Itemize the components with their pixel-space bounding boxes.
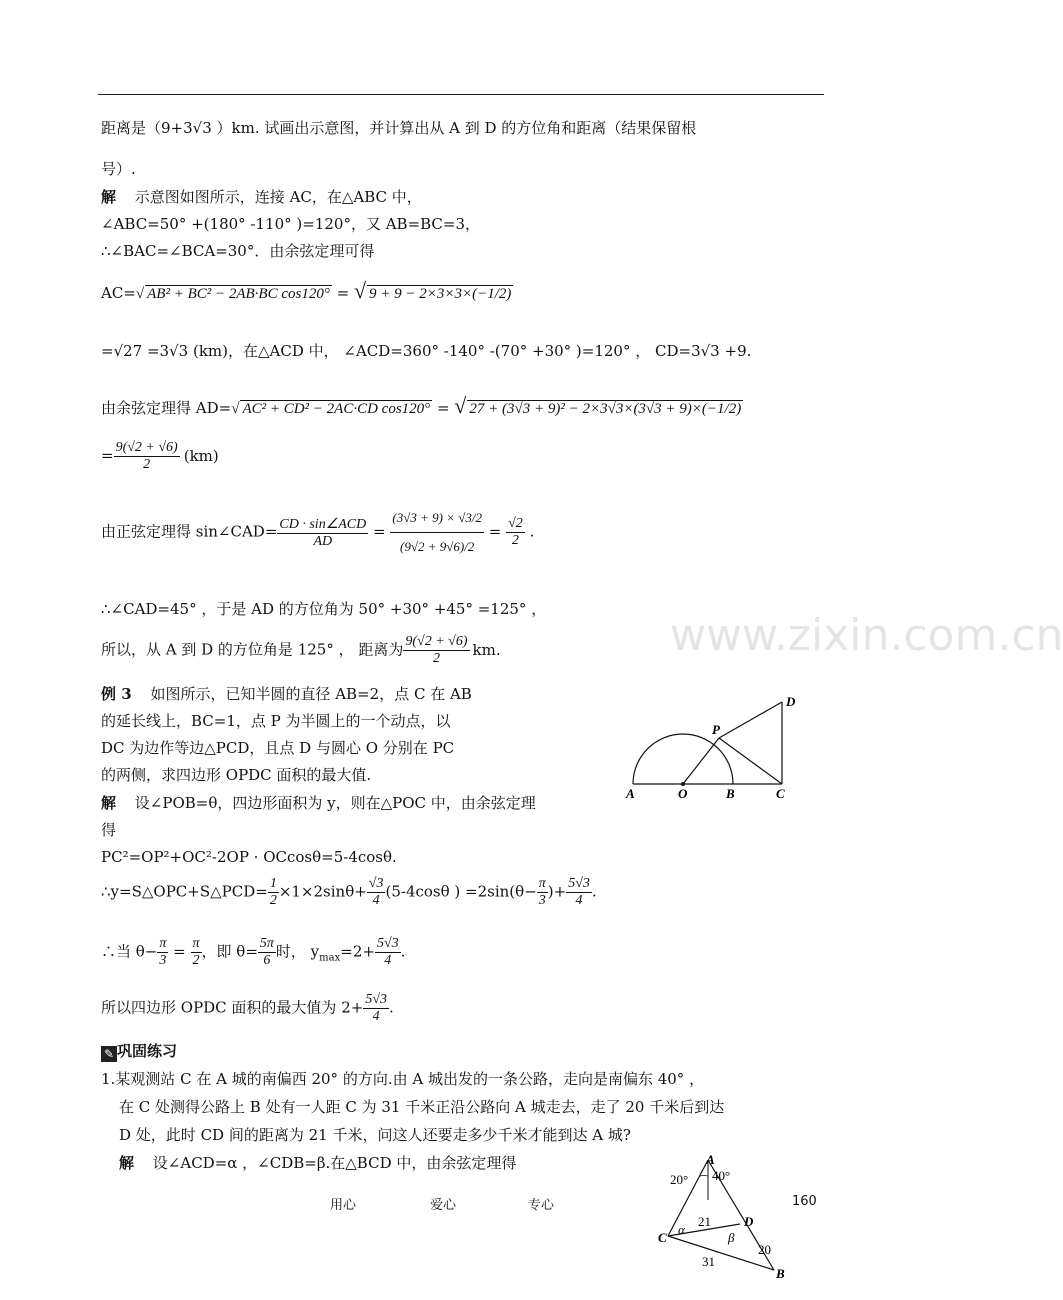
fraction [363,992,389,1025]
line-pd [719,702,782,738]
text-span: = [331,284,354,302]
length-db-label: 20 [758,1242,771,1257]
fraction [566,876,592,909]
radicand: AC² + CD² − 2AC·CD cos120° [242,401,431,417]
text-line [101,792,536,813]
denominator: 2 [143,457,151,472]
text-span: =2+ [340,942,375,961]
sqrt-sign [231,401,239,417]
numerator: CD · sin∠ACD [279,516,367,532]
text-line [101,634,501,667]
text-span: 示意图如图所示，连接 AC，在△ABC 中， [134,188,422,206]
pencil-icon: ✎ [101,1046,117,1062]
numerator: (3√3 + 9) × √3/2 [390,504,484,533]
unit: (km) [183,446,219,465]
label-c: C [658,1230,667,1245]
numerator: π [192,936,200,951]
solution-label: 解 [119,1154,135,1172]
angle-arc [700,1175,708,1176]
formula-area [101,876,597,909]
bearing-figure [650,1150,790,1280]
label-b: B [776,1266,785,1281]
text-span: ∴y=S△OPC+S△PCD= [101,882,268,901]
denominator: AD [313,533,333,549]
text-span: . [400,942,406,961]
angle-20-label: 20° [670,1172,689,1187]
footer-text: 爱心 [430,1198,457,1213]
formula-sin-cad: 由正弦定理得 sin∠CAD= $\frac{\text{CD · sin∠ACD}}{AD}$ = $\frac{(3√3 + 9) \times √3/2}{(9√2 + 9√6)/2}$ = $\frac{√2}{2}$ . [101,504,534,561]
numerator: 9(√2 + √6) [405,634,468,649]
fraction [157,936,168,969]
denominator: (9√2 + 9√6)/2 [400,539,475,554]
text-line: PC²=OP²+OC²-2OP · OCcosθ=5-4cosθ. [101,848,397,866]
numerator: 1 [269,876,277,891]
section-heading [101,1040,177,1062]
label-b: B [726,786,735,801]
text-line [119,1152,516,1173]
text-line: 号）. [101,160,136,178]
equals-sign: = [101,446,114,465]
text-span: 由余弦定理得 AD= [101,399,232,417]
text-line: D 处，此时 CD 间的距离为 21 千米，问这人还要走多少千米才能到达 A 城? [119,1126,631,1144]
radicand: 27 + (3√3 + 9)² − 2×3√3×(3√3 + 9)×(−1/2) [469,401,742,417]
fraction [268,876,279,909]
text-line [101,186,422,207]
unit: km. [472,640,501,659]
formula-ac [101,278,513,304]
fraction [191,936,202,969]
label-o: O [678,786,688,801]
label-a: A [706,1152,715,1167]
denominator: 3 [159,953,167,968]
fraction [403,634,469,667]
numerator: 5π [259,936,274,951]
sqrt-sign [354,278,366,303]
watermark: www.zixin.com.cn [670,610,1063,661]
text-span: 如图所示，已知半圆的直径 AB=2，点 C 在 AB [150,685,472,703]
angle-40-label: 40° [712,1168,731,1183]
radicand: 9 + 9 − 2×3×3×(−1/2) [369,286,512,302]
numerator: π [538,876,546,891]
denominator: 3 [538,893,546,908]
text-span: 设∠ACD=α ，∠CDB=β.在△BCD 中，由余弦定理得 [152,1154,517,1172]
text-line: 距离是（9+3√3 ）km. 试画出示意图，并计算出从 A 到 D 的方位角和距离（结果保留根 [101,119,697,137]
fraction [537,876,548,909]
beta-label: β [728,1230,735,1245]
text-line: ∴∠BAC=∠BCA=30°．由余弦定理可得 [101,242,375,260]
line-op [683,738,719,784]
text-span: . [591,882,597,901]
section-title: 巩固练习 [117,1042,178,1060]
denominator: 2 [511,533,519,548]
text-span: )+ [547,882,567,901]
subscript: max [319,952,341,964]
label-d: D [744,1214,754,1229]
text-span: ，即 θ= [201,942,258,961]
example-label: 例 3 [101,685,132,703]
text-span: 由正弦定理得 sin∠CAD= [101,522,278,541]
text-line: DC 为边作等边△PCD，且点 D 与圆心 O 分别在 PC [101,739,455,757]
denominator: 2 [432,651,440,666]
numerator: √3 [368,876,384,891]
alpha-label: α [678,1222,685,1237]
text-span: = [432,399,455,417]
semicircle-figure [620,690,810,800]
formula-conclusion [101,992,394,1025]
text-span: 所以四边形 OPDC 面积的最大值为 2+ [101,998,364,1017]
length-cd-label: 21 [698,1214,711,1229]
numerator: 5√3 [568,876,590,891]
formula-ad [101,393,743,419]
text-span: 时， y [275,942,320,961]
denominator: 2 [192,953,200,968]
text-span: AC= [101,284,136,302]
denominator: 6 [263,953,271,968]
radicand: AB² + BC² − 2AB·BC cos120° [147,286,330,302]
text-line: 1.某观测站 C 在 A 城的南偏西 20° 的方向.由 A 城出发的一条公路，走向是南偏东 40° ， [101,1070,705,1088]
page-number: 160 [792,1194,817,1209]
numerator: 9(√2 + √6) [115,440,178,455]
label-p: P [712,722,720,737]
sqrt-sign [454,393,466,418]
text-span: = [168,942,191,961]
length-cb-label: 31 [702,1254,715,1269]
footer-text: 用心 [330,1198,357,1213]
fraction [506,516,525,549]
label-a: A [626,786,635,801]
label-d: D [786,694,796,709]
numerator: √2 [508,516,523,531]
text-line [101,683,472,704]
footer-text: 专心 [528,1198,555,1213]
denominator: 4 [384,953,392,968]
text-span: 所以，从 A 到 D 的方位角是 125° ， 距离为 [101,640,404,659]
numerator: 5√3 [365,992,387,1007]
denominator: 4 [372,1009,380,1024]
fraction [367,876,386,909]
text-span: ×1×2sinθ+ [278,882,367,901]
text-line: 的延长线上，BC=1，点 P 为半圆上的一个动点，以 [101,712,451,730]
text-line: ∠ABC=50° +(180° -110° )=120°，又 AB=BC=3， [101,215,481,233]
semicircle-arc [633,734,733,784]
text-span: . [389,998,394,1017]
formula-ad-result [101,440,219,473]
denominator: 2 [269,893,277,908]
text-span: ∴当 θ− [101,942,158,961]
numerator: 5√3 [376,936,399,951]
formula-max [101,936,405,969]
header-rule [98,94,824,95]
sqrt-sign [136,286,144,302]
text-line: 的两侧，求四边形 OPDC 面积的最大值. [101,766,372,784]
label-c: C [776,786,785,801]
text-line: 在 C 处测得公路上 B 处有一人距 C 为 31 千米正沿公路向 A 城走去，走了 20 千米后到达 [119,1098,725,1116]
line-pc [719,738,782,784]
text-line: =√27 =3√3 (km)，在△ACD 中， ∠ACD=360° -140° -(70° +30° )=120° ， CD=3√3 +9. [101,342,752,360]
fraction [114,440,180,473]
solution-label: 解 [101,794,117,812]
text-line: ∴∠CAD=45° ，于是 AD 的方位角为 50° +30° +45° =125° ， [101,600,547,618]
numerator: π [159,936,167,951]
text-span: (5-4cosθ ) =2sin(θ− [385,882,537,901]
fraction [390,504,484,561]
fraction [277,516,368,550]
denominator: 4 [575,893,583,908]
text-span: 设∠POB=θ，四边形面积为 y，则在△POC 中，由余弦定理 [134,794,536,812]
fraction [375,936,401,969]
text-line: 得 [101,821,117,839]
fraction [258,936,276,969]
denominator: 4 [372,893,380,908]
solution-label: 解 [101,188,117,206]
